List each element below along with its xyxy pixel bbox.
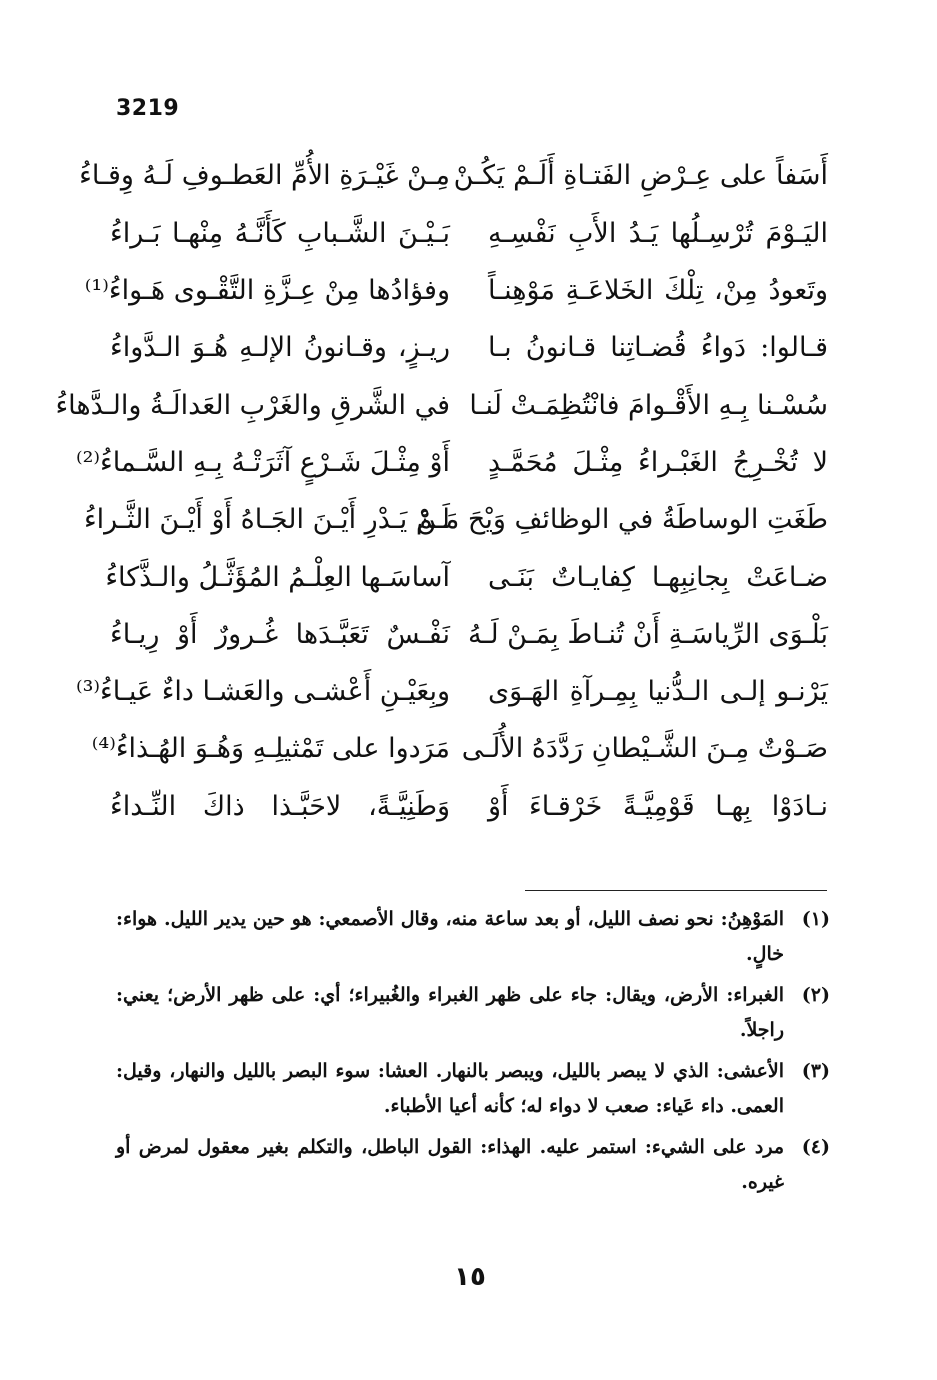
- footnote: [116, 978, 830, 1048]
- poem-verses: [55, 148, 828, 836]
- verse-second-hemistich: في الشَّرقِ والغَرْبِ العَدالَـةُ والـدَّهاءُ: [55, 389, 450, 421]
- footnote: [116, 902, 830, 972]
- verse-line: [75, 434, 828, 491]
- verse-first-hemistich: ضـاعَتْ بِجانِبِهـا كِفايـاتٌ بَنَـى: [488, 561, 828, 593]
- footnote-text: مرد على الشيء: استمر عليه. الهذاء: القول الباطل، والتكلم بغير معقول لمرض أو غيره.: [116, 1136, 784, 1193]
- footnote-number: (١): [801, 908, 830, 930]
- verse-first-hemistich: يَرْنـو إلـى الـدُّنيا بِمِـرآةِ الهَـوَى: [488, 676, 828, 708]
- verse-line: [75, 664, 828, 721]
- verse-first-hemistich: صَـوْتٌ مِـنَ الشَّـيْطانِ رَدَّدَهُ الأُلَـى: [461, 733, 828, 765]
- footnote-number: (٣): [801, 1060, 830, 1082]
- footnotes: [116, 902, 830, 1206]
- verse-line: [84, 263, 828, 320]
- footnote: [116, 1130, 830, 1200]
- verse-line: [105, 549, 828, 606]
- verse-second-hemistich: أَوْ مِثْـلَ شَـرْعٍ آثَرَتْـهُ بِـهِ السَّـماءُ⁽²⁾: [75, 446, 450, 478]
- footnote: [116, 1054, 830, 1124]
- verse-first-hemistich: وتَعودُ مِنْ، تِلْكَ الخَلاعَـةِ مَوْهِنـاً: [488, 275, 828, 307]
- verse-second-hemistich: وبِعَيْـنِ أَعْشـى والعَشـا داءٌ عَيـاءُ⁽³⁾: [75, 676, 450, 708]
- verse-line: [110, 778, 828, 835]
- verse-line: [55, 377, 828, 434]
- page-id-label: 3219: [116, 96, 180, 121]
- verse-first-hemistich: قـالوا: دَواءُ قُضـاتِنا قـانونُ بـا: [488, 332, 828, 364]
- verse-first-hemistich: اليَـوْمَ تُرْسِـلُها يَـدُ الأَبِ نَفْسِـهِ: [488, 217, 828, 249]
- verse-line: [110, 205, 828, 262]
- verse-first-hemistich: لا تُخْـرِجُ الغَبْـراءُ مِثْـلَ مُحَمَّـدٍ: [488, 446, 828, 478]
- verse-second-hemistich: آساسَـها العِلْـمُ المُؤَثَّـلُ والـذَّكاءُ: [105, 561, 450, 593]
- verse-second-hemistich: وفؤادُها مِنْ عِـزَّةِ التَّقْـوى هَـواءُ⁽¹⁾: [84, 275, 450, 307]
- verse-line: [110, 320, 828, 377]
- verse-first-hemistich: أَسَفاً على عِـرْضِ الفَتـاةِ أَلَـمْ يَكُـنْ: [453, 160, 828, 192]
- footnote-divider: [525, 890, 827, 891]
- verse-second-hemistich: نَفْـسٌ تَعَبَّـدَها غُـرورٌ أَوْ رِيـاءُ: [110, 618, 450, 650]
- footnote-number: (٢): [801, 984, 830, 1006]
- verse-second-hemistich: ريـزٍ، وقـانونُ الإلـهِ هُـوَ الـدَّواءُ: [110, 332, 450, 364]
- verse-second-hemistich: لَـمْ يَـدْرِ أَيْـنَ الجَـاهُ أَوْ أَيْـنَ الثَّـراءُ: [83, 504, 450, 536]
- verse-first-hemistich: سُسْـنا بِـهِ الأَقْـوامَ فانْتُظِمَـتْ لَنـا: [469, 389, 828, 421]
- verse-first-hemistich: نـادَوْا بِهـا قَوْمِيَّـةً خَرْقـاءَ أَوْ: [488, 790, 828, 822]
- verse-line: [79, 148, 828, 205]
- verse-first-hemistich: بَلْـوَى الرِّياسَـةِ أَنْ تُنـاطَ بِمَـنْ لَـهُ: [467, 618, 828, 650]
- footnote-number: (٤): [801, 1136, 830, 1158]
- verse-first-hemistich: طَغَتِ الوساطَةُ في الوظائفِ وَيْحَ مَـنْ: [416, 504, 828, 536]
- verse-second-hemistich: وَطَنِيَّـةً، لاحَبَّـذا ذاكَ النِّـداءُ: [110, 790, 450, 822]
- verse-second-hemistich: بَـيْـنَ الشَّـبابِ كَأَنَّـهُ مِنْهـا بَـراءُ: [110, 217, 450, 249]
- verse-second-hemistich: مِـنْ غَيْـرَةِ الأُمِّ العَطـوفِ لَـهُ وِقـاءُ: [79, 160, 450, 192]
- verse-second-hemistich: مَرَدوا على تَمْثيلِـهِ وَهُـوَ الهُـذاءُ⁽⁴⁾: [91, 733, 450, 765]
- verse-line: [91, 721, 828, 778]
- verse-line: [83, 492, 828, 549]
- footnote-text: الأعشى: الذي لا يبصر بالليل، ويبصر بالنهار. العشا: سوء البصر بالليل والنهار، وقيل: العمى. داء عَياء: صعب لا دواء له؛ كأنه أعيا الأطباء.: [116, 1060, 784, 1117]
- footnote-text: المَوْهِنُ: نحو نصف الليل، أو بعد ساعة منه، وقال الأصمعي: هو حين يدير الليل. هواء: خالٍ.: [116, 908, 784, 965]
- footnote-text: الغبراء: الأرض، ويقال: جاء على ظهر الغبراء والغُبيراء؛ أي: على ظهر الأرض؛ يعني: راجلاً.: [116, 984, 784, 1041]
- verse-line: [110, 606, 828, 663]
- page-number: ١٥: [454, 1262, 486, 1292]
